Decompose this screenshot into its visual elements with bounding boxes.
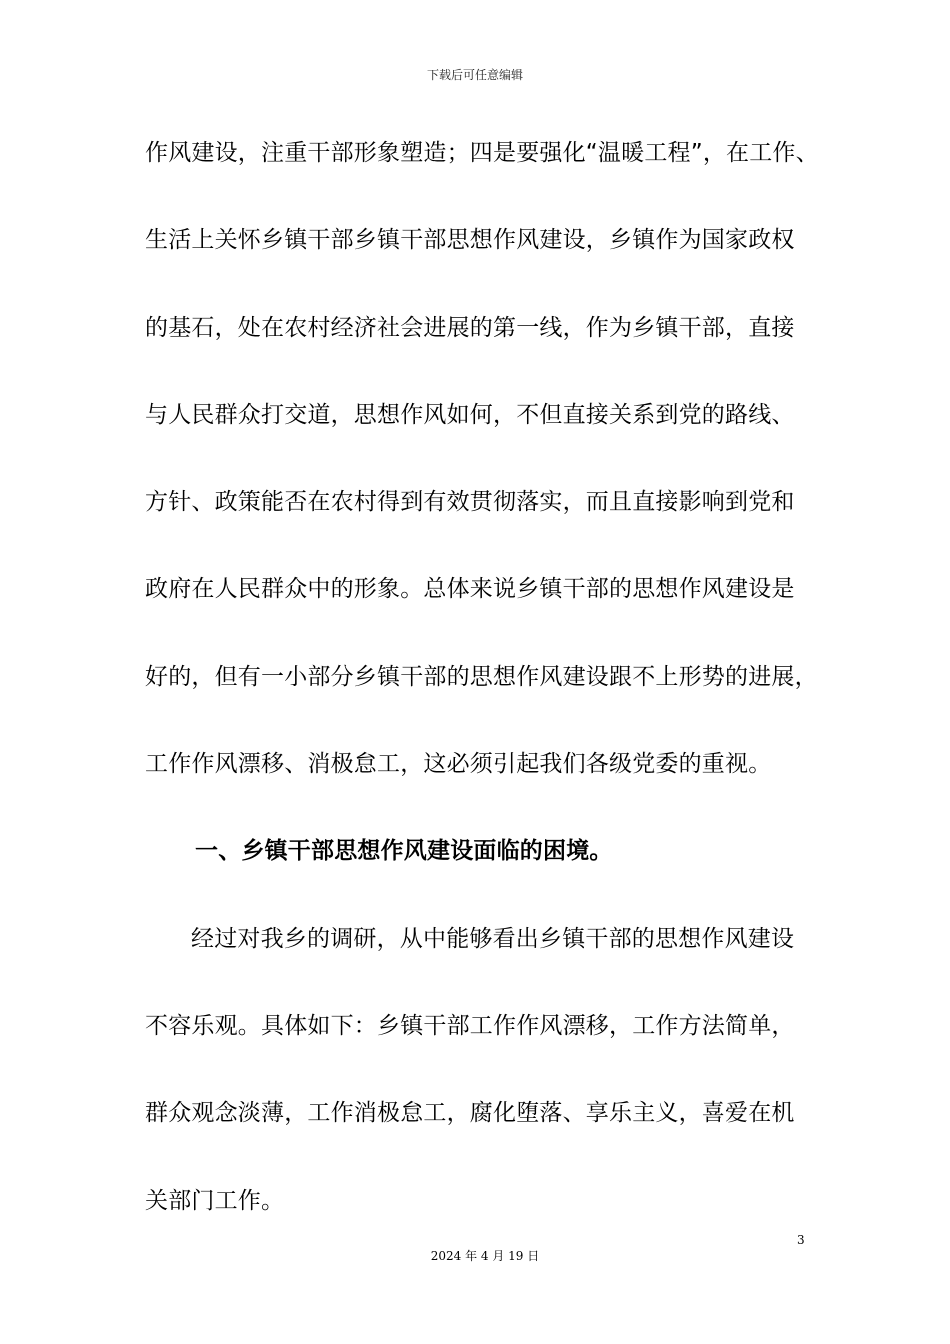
section-heading: 一、乡镇干部思想作风建设面临的困境。 xyxy=(195,838,613,865)
paragraph-line: 关部门工作。 xyxy=(145,1187,285,1214)
page-header: 下载后可任意编辑 xyxy=(426,68,523,82)
footer-date: 2024 年 4 月 19 日 xyxy=(430,1249,540,1263)
paragraph-line: 不容乐观。具体如下：乡镇干部工作作风漂移，工作方法简单， xyxy=(145,1012,795,1039)
paragraph-line: 作风建设，注重干部形象塑造；四是要强化“温暖工程”，在工作、 xyxy=(145,140,819,166)
paragraph-line: 工作作风漂移、消极怠工，这必须引起我们各级党委的重视。 xyxy=(145,751,772,778)
paragraph-line: 群众观念淡薄，工作消极怠工，腐化堕落、享乐主义，喜爱在机 xyxy=(145,1100,795,1127)
paragraph-line: 方针、政策能否在农村得到有效贯彻落实，而且直接影响到党和 xyxy=(145,489,795,516)
document-body xyxy=(145,127,819,1262)
paragraph-line: 经过对我乡的调研，从中能够看出乡镇干部的思想作风建设 xyxy=(191,925,795,952)
paragraph-line: 好的，但有一小部分乡镇干部的思想作风建设跟不上形势的进展， xyxy=(145,663,818,690)
paragraph-line: 的基石，处在农村经济社会进展的第一线，作为乡镇干部，直接 xyxy=(145,314,795,341)
paragraph-line: 生活上关怀乡镇干部乡镇干部思想作风建设，乡镇作为国家政权 xyxy=(145,227,795,254)
paragraph-line: 与人民群众打交道，思想作风如何，不但直接关系到党的路线、 xyxy=(145,401,795,428)
page-number: 3 xyxy=(797,1233,805,1247)
paragraph-line: 政府在人民群众中的形象。总体来说乡镇干部的思想作风建设是 xyxy=(145,576,795,603)
